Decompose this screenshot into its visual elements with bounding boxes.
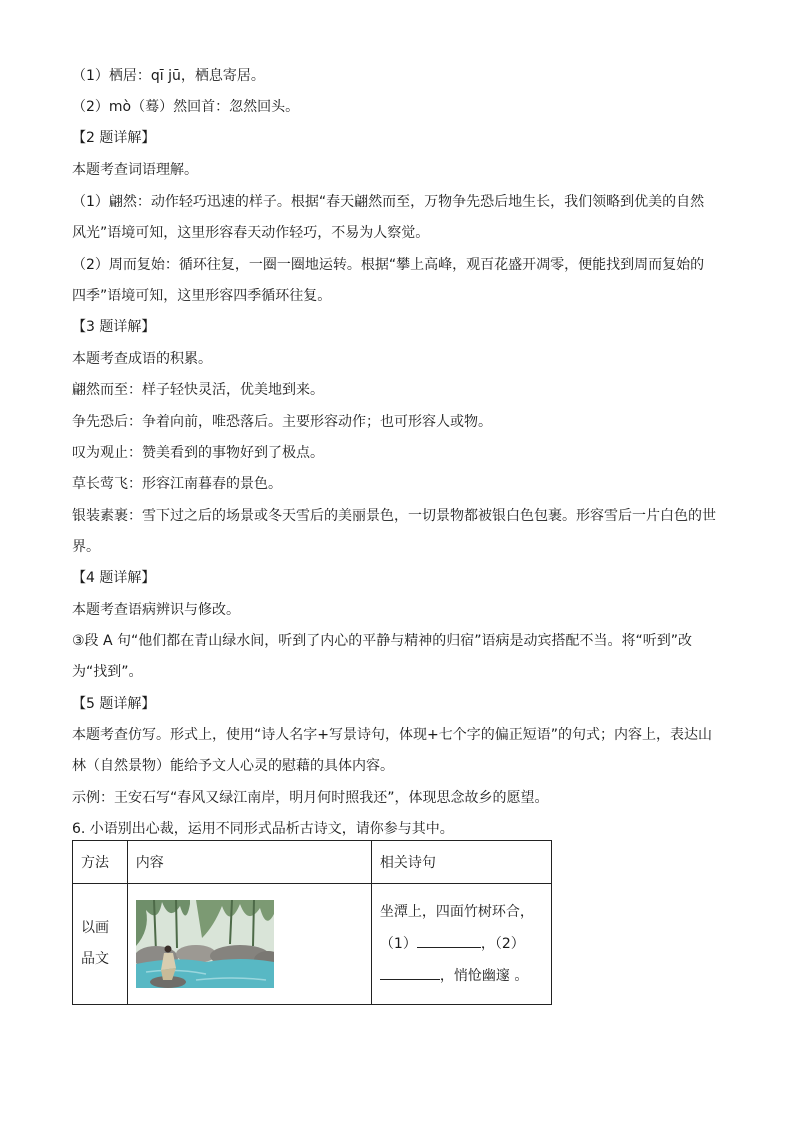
header-related-poem: 相关诗句	[371, 841, 551, 884]
paragraph: 风光”语境可知，这里形容春天动作轻巧，不易为人察觉。	[72, 225, 430, 241]
poem-line: 坐潭上，四面竹树环合，	[379, 904, 534, 920]
note-2: （2）mò（蓦）然回首：忽然回头。	[72, 99, 300, 115]
paragraph: 示例：王安石写“春风又绿江南岸，明月何时照我还”，体现思念故乡的愿望。	[72, 790, 549, 806]
method-table	[72, 840, 552, 1005]
paragraph: 本题考查语病辨识与修改。	[72, 602, 240, 618]
section-heading-5: 【5 题详解】	[72, 696, 156, 712]
poem-cell	[371, 884, 551, 1005]
content-cell	[127, 884, 371, 1005]
blank-label-1: （1）	[379, 936, 417, 952]
paragraph: （1）翩然：动作轻巧迅速的样子。根据“春天翩然而至，万物争先恐后地生长，我们领略到优美的自然	[72, 194, 705, 210]
painting-image	[136, 900, 274, 988]
table-row	[73, 884, 552, 1005]
header-method: 方法	[73, 841, 128, 884]
section-heading-2: 【2 题详解】	[72, 130, 156, 146]
note-1: （1）栖居：qī jū，栖息寄居。	[72, 68, 265, 84]
paragraph: （2）周而复始：循环往复，一圈一圈地运转。根据“攀上高峰，观百花盛开凋零，便能找到周而复始的	[72, 257, 705, 273]
poem-line	[380, 960, 543, 992]
question-6: 6. 小语别出心裁，运用不同形式品析古诗文，请你参与其中。	[72, 821, 454, 837]
paragraph: 本题考查成语的积累。	[72, 351, 212, 367]
table-header-row	[73, 841, 552, 884]
paragraph: 林（自然景物）能给予文人心灵的慰藉的具体内容。	[72, 758, 394, 774]
method-cell	[73, 884, 128, 1005]
paragraph: 银装素裹：雪下过之后的场景或冬天雪后的美丽景色，一切景物都被银白色包裹。形容雪后一片白色的世	[72, 508, 716, 524]
blank-label-2: ，（2）	[480, 936, 525, 952]
paragraph: 草长莺飞：形容江南暮春的景色。	[72, 476, 282, 492]
paragraph: 叹为观止：赞美看到的事物好到了极点。	[72, 445, 324, 461]
paragraph: 本题考查仿写。形式上，使用“诗人名字+写景诗句，体现+七个字的偏正短语”的句式；内容上，表达山	[72, 727, 712, 743]
paragraph: 界。	[72, 539, 100, 555]
answer-blank-2[interactable]	[380, 965, 440, 980]
poem-tail: ，悄怆幽邃 。	[439, 968, 529, 984]
section-heading-3: 【3 题详解】	[72, 319, 156, 335]
method-text-line: 品文	[81, 951, 109, 967]
method-text-line: 以画	[81, 920, 109, 936]
paragraph: 翩然而至：样子轻快灵活，优美地到来。	[72, 382, 324, 398]
answer-blank-1[interactable]	[417, 933, 481, 948]
poem-line	[380, 928, 543, 960]
paragraph: 本题考查词语理解。	[72, 162, 198, 178]
paragraph: 四季”语境可知，这里形容四季循环往复。	[72, 288, 332, 304]
paragraph: ③段 A 句“他们都在青山绿水间，听到了内心的平静与精神的归宿”语病是动宾搭配不当。将“听到”改	[72, 633, 693, 649]
section-heading-4: 【4 题详解】	[72, 570, 156, 586]
paragraph: 为“找到”。	[72, 664, 143, 680]
paragraph: 争先恐后：争着向前，唯恐落后。主要形容动作；也可形容人或物。	[72, 414, 492, 430]
header-content: 内容	[127, 841, 371, 884]
